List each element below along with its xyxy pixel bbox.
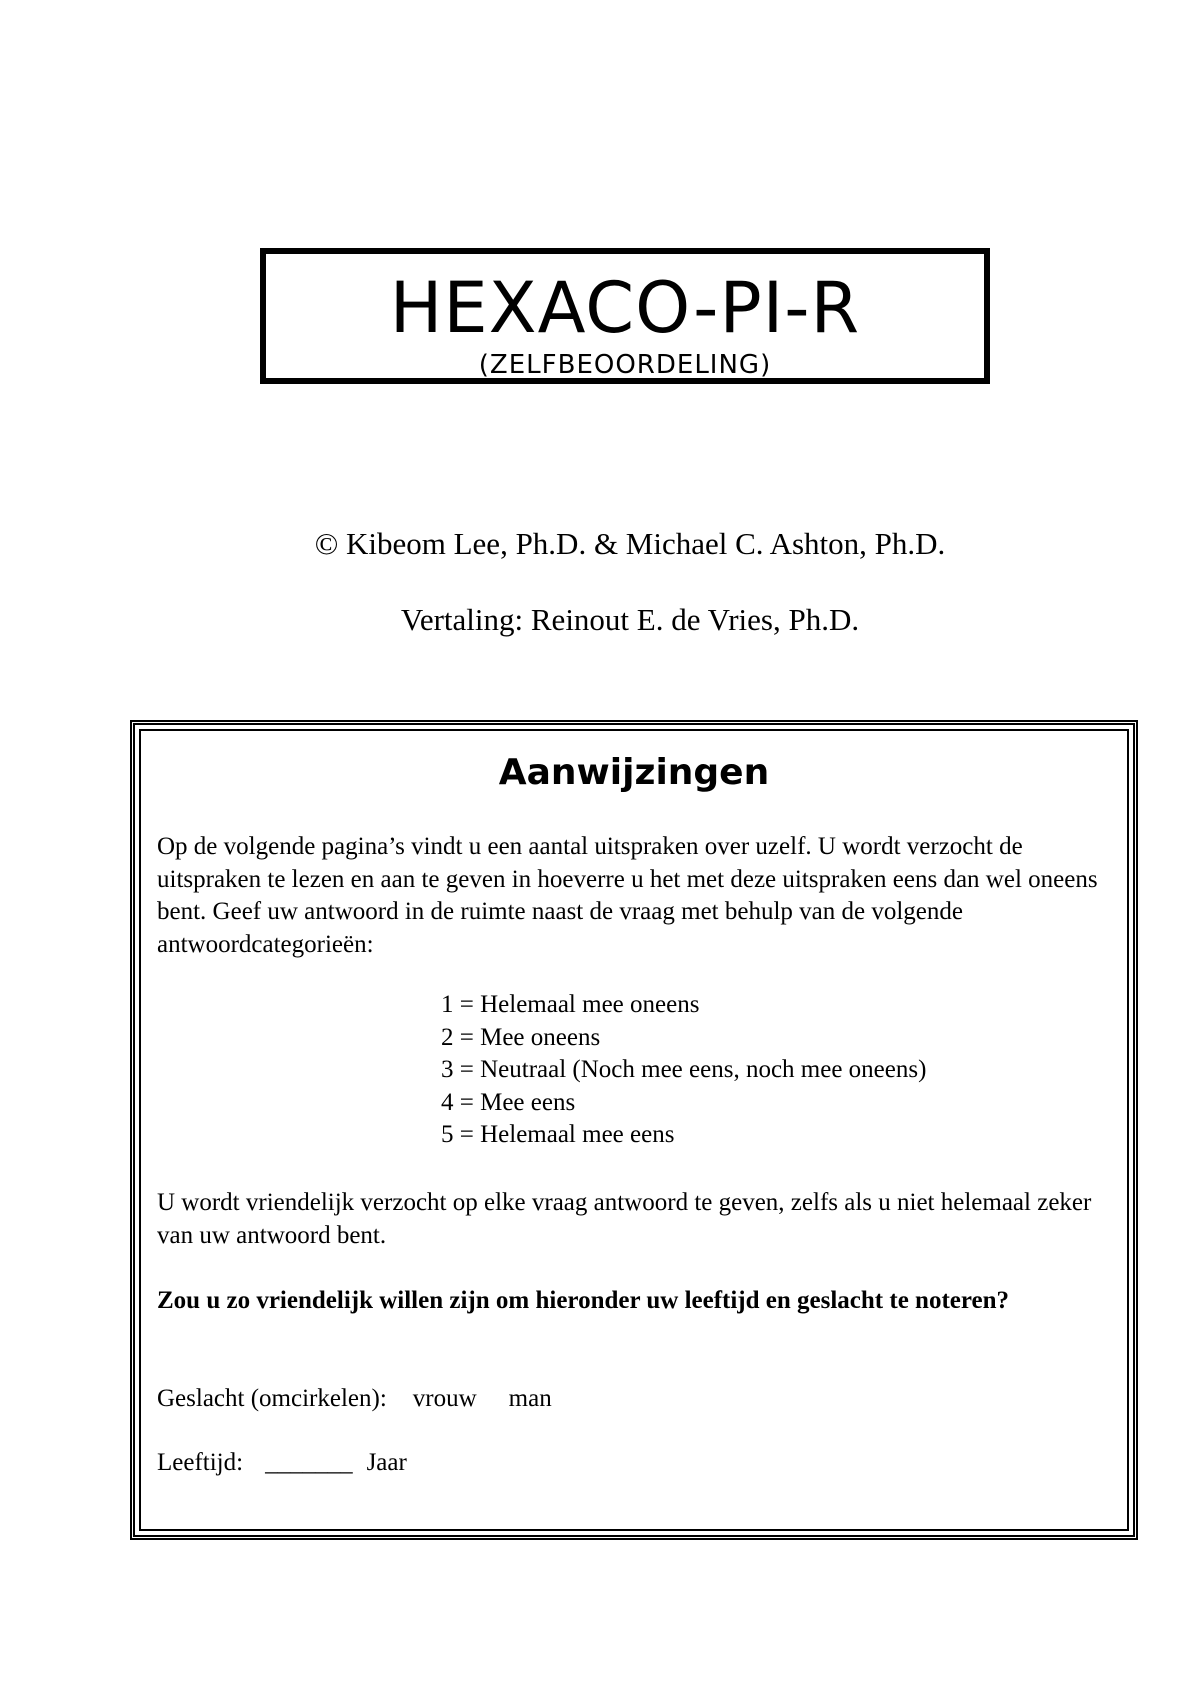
scale-item-1: 1 = Helemaal mee oneens <box>441 991 700 1018</box>
age-field <box>157 1447 407 1479</box>
scale-item-5: 5 = Helemaal mee eens <box>441 1121 675 1148</box>
age-unit: Jaar <box>366 1449 407 1476</box>
scale-item-3: 3 = Neutraal (Noch mee eens, noch mee oneens) <box>441 1056 927 1083</box>
copyright-line: © Kibeom Lee, Ph.D. & Michael C. Ashton, Ph.D. <box>314 526 946 561</box>
instructions-inner-border <box>139 729 1129 1531</box>
title-box <box>260 248 990 384</box>
scale-item-4: 4 = Mee eens <box>441 1088 576 1116</box>
answer-scale-list <box>441 989 926 1152</box>
gender-field <box>157 1383 552 1415</box>
document-subtitle: (ZELFBEOORDELING) <box>478 350 772 380</box>
instructions-box <box>130 720 1138 1540</box>
age-input-blank[interactable]: _______ <box>265 1449 353 1476</box>
age-label: Leeftijd: <box>157 1449 244 1476</box>
gender-option-female[interactable]: vrouw <box>412 1385 477 1412</box>
scale-item-2: 2 = Mee oneens <box>441 1023 601 1051</box>
translation-credit: Vertaling: Reinout E. de Vries, Ph.D. <box>400 602 860 637</box>
document-title: HEXACO-PI-R <box>389 267 861 349</box>
instructions-intro: Op de volgende pagina’s vindt u een aantal uitspraken over uzelf. U wordt verzocht de uitspraken te lezen en aan te geven in hoeverre u het met deze uitspraken eens dan wel oneens bent. Geef uw antwoord in de ruimte naast de vraag met behulp van de volgende antwoordcategorieën: <box>157 833 1098 958</box>
demographics-request: Zou u zo vriendelijk willen zijn om hieronder uw leeftijd en geslacht te noteren? <box>157 1287 1010 1314</box>
answer-request: U wordt vriendelijk verzocht op elke vraag antwoord te geven, zelfs als u niet helemaal zeker van uw antwoord bent. <box>157 1189 1092 1249</box>
gender-option-male[interactable]: man <box>508 1385 552 1412</box>
gender-label: Geslacht (omcirkelen): <box>157 1385 387 1412</box>
instructions-heading: Aanwijzingen <box>498 752 770 793</box>
